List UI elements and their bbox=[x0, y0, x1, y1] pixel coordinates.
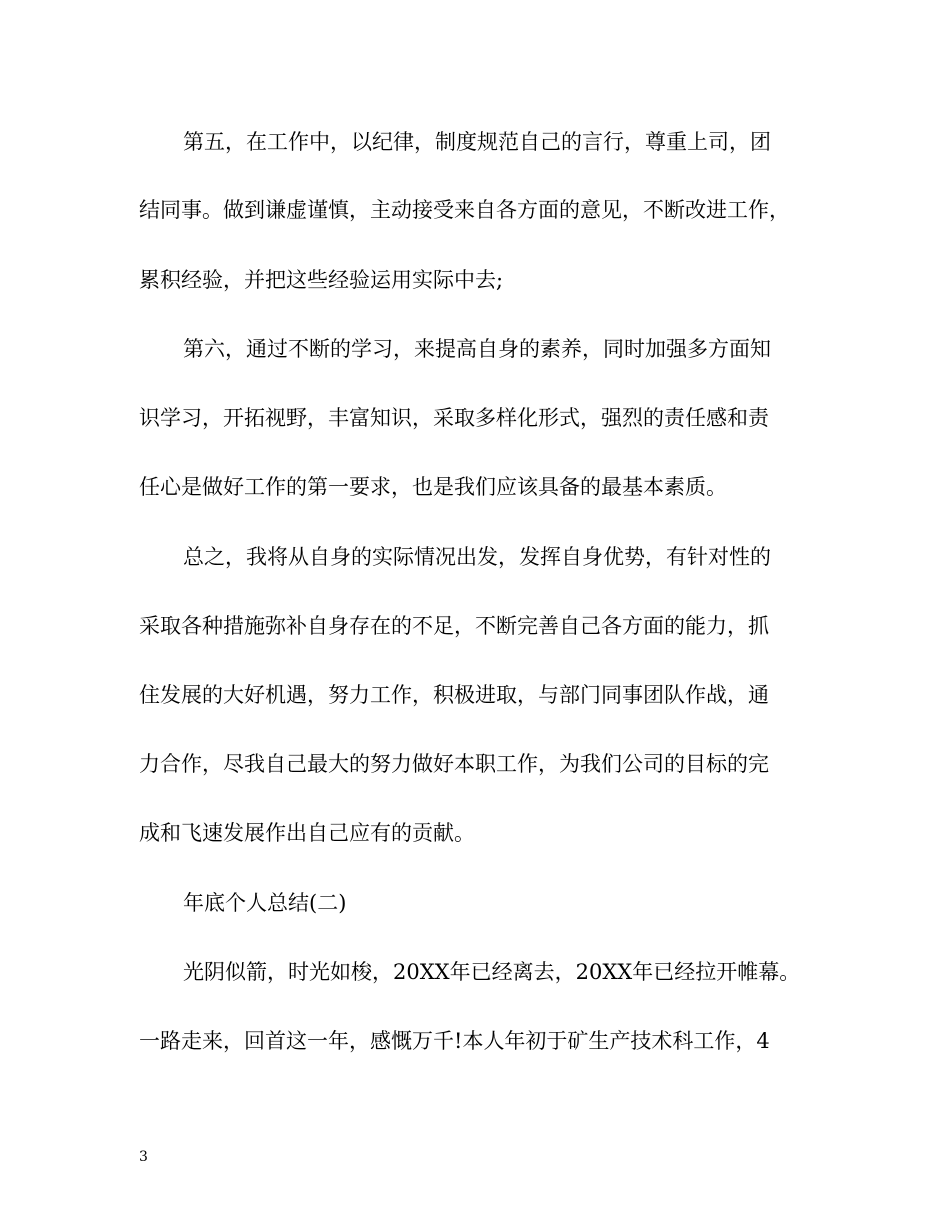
conclusion-line-5: 成和飞速发展作出自己应有的贡献。 bbox=[139, 821, 475, 845]
conclusion-line-3: 住发展的大好机遇，努力工作，积极进取，与部门同事团队作战，通 bbox=[139, 683, 769, 707]
paragraph-5-line-2: 结同事。做到谦虚谨慎，主动接受来自各方面的意见，不断改进工作， bbox=[139, 198, 790, 222]
section-heading: 年底个人总结(二) bbox=[183, 891, 347, 915]
paragraph-6-line-1: 第六，通过不断的学习，来提高自身的素养，同时加强多方面知 bbox=[183, 337, 771, 361]
section-2-line-2: 一路走来，回首这一年，感慨万千!本人年初于矿生产技术科工作，4 bbox=[139, 1029, 770, 1053]
conclusion-line-4: 力合作，尽我自己最大的努力做好本职工作，为我们公司的目标的完 bbox=[139, 752, 769, 776]
paragraph-6-line-2: 识学习，开拓视野，丰富知识，采取多样化形式，强烈的责任感和责 bbox=[139, 406, 769, 430]
conclusion-line-2: 采取各种措施弥补自身存在的不足，不断完善自己各方面的能力，抓 bbox=[139, 614, 769, 638]
section-2-line-1: 光阴似箭，时光如梭，20XX年已经离去，20XX年已经拉开帷幕。 bbox=[183, 960, 801, 984]
paragraph-5-line-1: 第五，在工作中，以纪律，制度规范自己的言行，尊重上司，团 bbox=[183, 130, 771, 154]
paragraph-6-line-3: 任心是做好工作的第一要求，也是我们应该具备的最基本素质。 bbox=[139, 475, 727, 499]
conclusion-line-1: 总之，我将从自身的实际情况出发，发挥自身优势，有针对性的 bbox=[183, 545, 771, 569]
paragraph-5-line-3: 累积经验，并把这些经验运用实际中去; bbox=[139, 268, 504, 292]
page-number: 3 bbox=[139, 1149, 148, 1165]
